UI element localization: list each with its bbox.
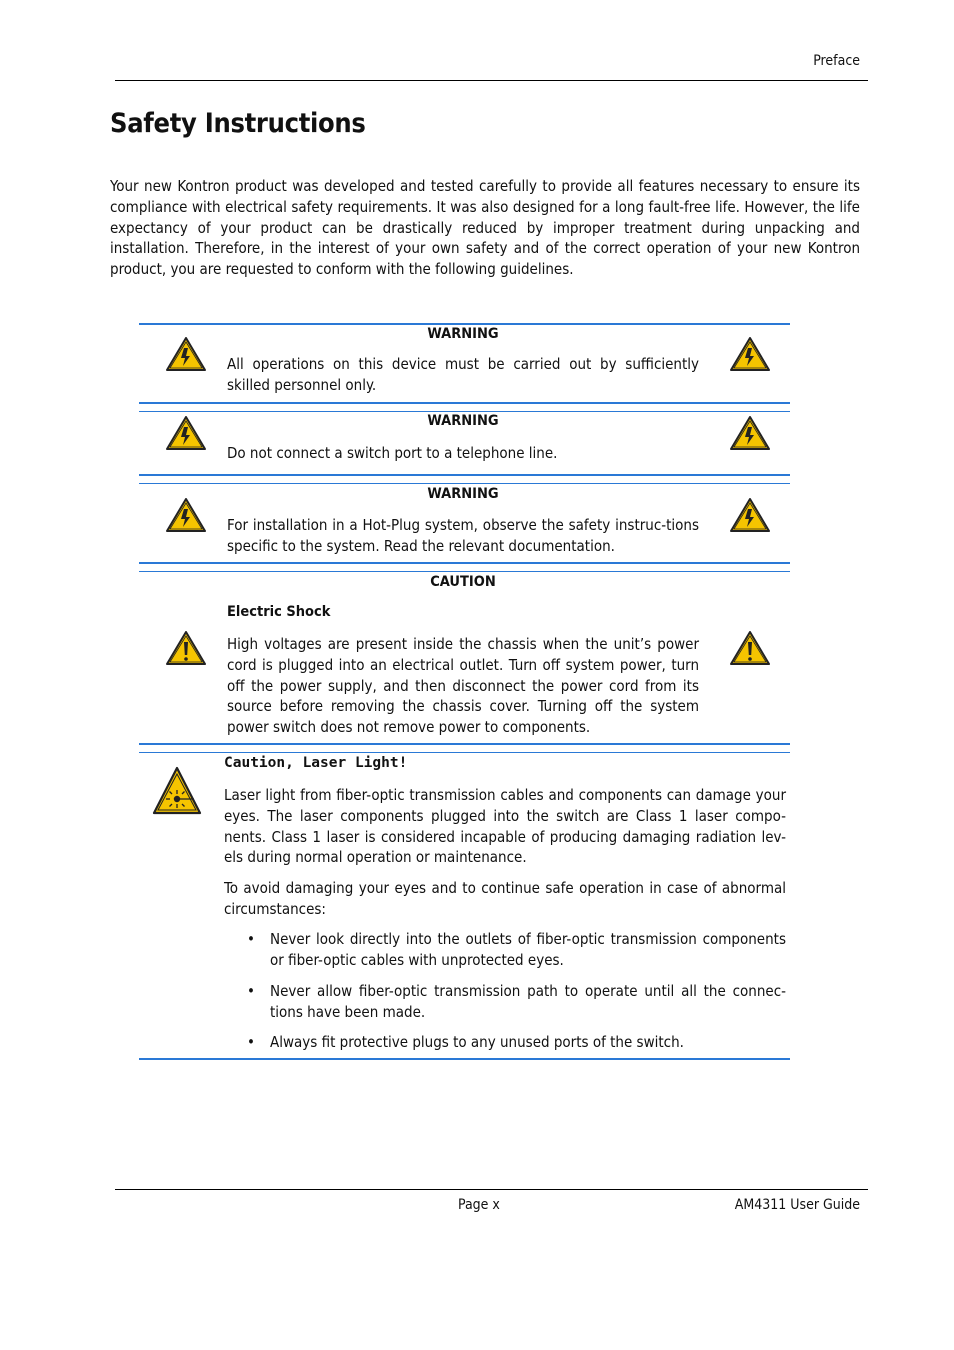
high-voltage-warning-icon [729,497,771,533]
notice-top-rule [139,571,790,572]
laser-top-rule [139,752,790,753]
high-voltage-warning-icon [165,336,207,372]
laser-title: Caution, Laser Light! [224,755,408,771]
notice-subtitle: Electric Shock [227,604,331,620]
notice-top-rule [139,483,790,484]
notice-top-rule [139,411,790,412]
notice-text: High voltages are present inside the chassis when the unit’s power cord is plugged into an electrical outlet. Turn off system power, turn off the power supply, and then disconnect the power cord from its source before removing the chassis cover. Turning off the system power switch does not remove power to components. [227,635,699,737]
high-voltage-warning-icon [165,497,207,533]
notice-text: For installation in a Hot-Plug system, observe the safety instruc-tions specific to the system. Read the relevant documentation. [227,516,699,555]
notice-top-rule [139,323,790,325]
bullet-glyph: • [247,930,255,948]
notice-warning-2 [139,411,790,477]
high-voltage-warning-icon [729,336,771,372]
notice-title: WARNING [427,486,499,502]
list-item: Never allow fiber-optic transmission path to operate until all the connec-tions have been made. [270,982,786,1021]
bullet-glyph: • [247,982,255,1000]
notice-caution [139,571,790,747]
high-voltage-warning-icon [165,415,207,451]
laser-paragraph-2: To avoid damaging your eyes and to continue safe operation in case of abnormal circumstances: [224,879,786,918]
exclamation-caution-icon [165,630,207,666]
exclamation-caution-icon [729,630,771,666]
notice-title: WARNING [427,413,499,429]
notice-bottom-rule [139,562,790,564]
notice-bottom-rule [139,743,790,745]
notice-title: WARNING [427,326,499,342]
notice-text: All operations on this device must be carried out by sufficiently skilled personnel only. [227,355,699,394]
page-title: Safety Instructions [110,108,366,139]
high-voltage-warning-icon [729,415,771,451]
bullet-glyph: • [247,1033,255,1051]
notice-bottom-rule [139,402,790,404]
list-item: Never look directly into the outlets of fiber-optic transmission components or fiber-optic cables with unprotected eyes. [270,930,786,969]
notice-warning-3 [139,483,790,565]
footer-guide-title: AM4311 User Guide [734,1197,860,1213]
notice-bottom-rule [139,474,790,476]
header-section-label: Preface [813,53,860,69]
intro-paragraph: Your new Kontron product was developed and tested carefully to provide all features necessary to ensure its compliance with electrical safety requirements. It was also designed for a long fault-free life. However, the life expectancy of your product can be drastically reduced by improper treatment during unpacking and installation. Therefore, in the interest of your own safety and of the correct operation of your new Kontron product, you are requested to conform with the following guidelines. [110,177,860,279]
footer-divider [115,1189,868,1190]
notice-warning-1 [139,323,790,405]
laser-warning-icon [152,766,202,816]
laser-caution-block [139,752,790,1062]
notice-text: Do not connect a switch port to a telephone line. [227,444,558,462]
list-item: Always fit protective plugs to any unused ports of the switch. [270,1033,684,1051]
header-divider [115,80,868,81]
laser-paragraph-1: Laser light from fiber-optic transmission cables and components can damage your eyes. The laser components plugged into the switch are Class 1 laser compo-nents. Class 1 laser is considered incapable of producing damaging radiation lev-els during normal operation or maintenance. [224,786,786,867]
notice-title: CAUTION [430,574,496,590]
footer-page-number: Page x [458,1197,500,1213]
laser-bottom-rule [139,1058,790,1060]
